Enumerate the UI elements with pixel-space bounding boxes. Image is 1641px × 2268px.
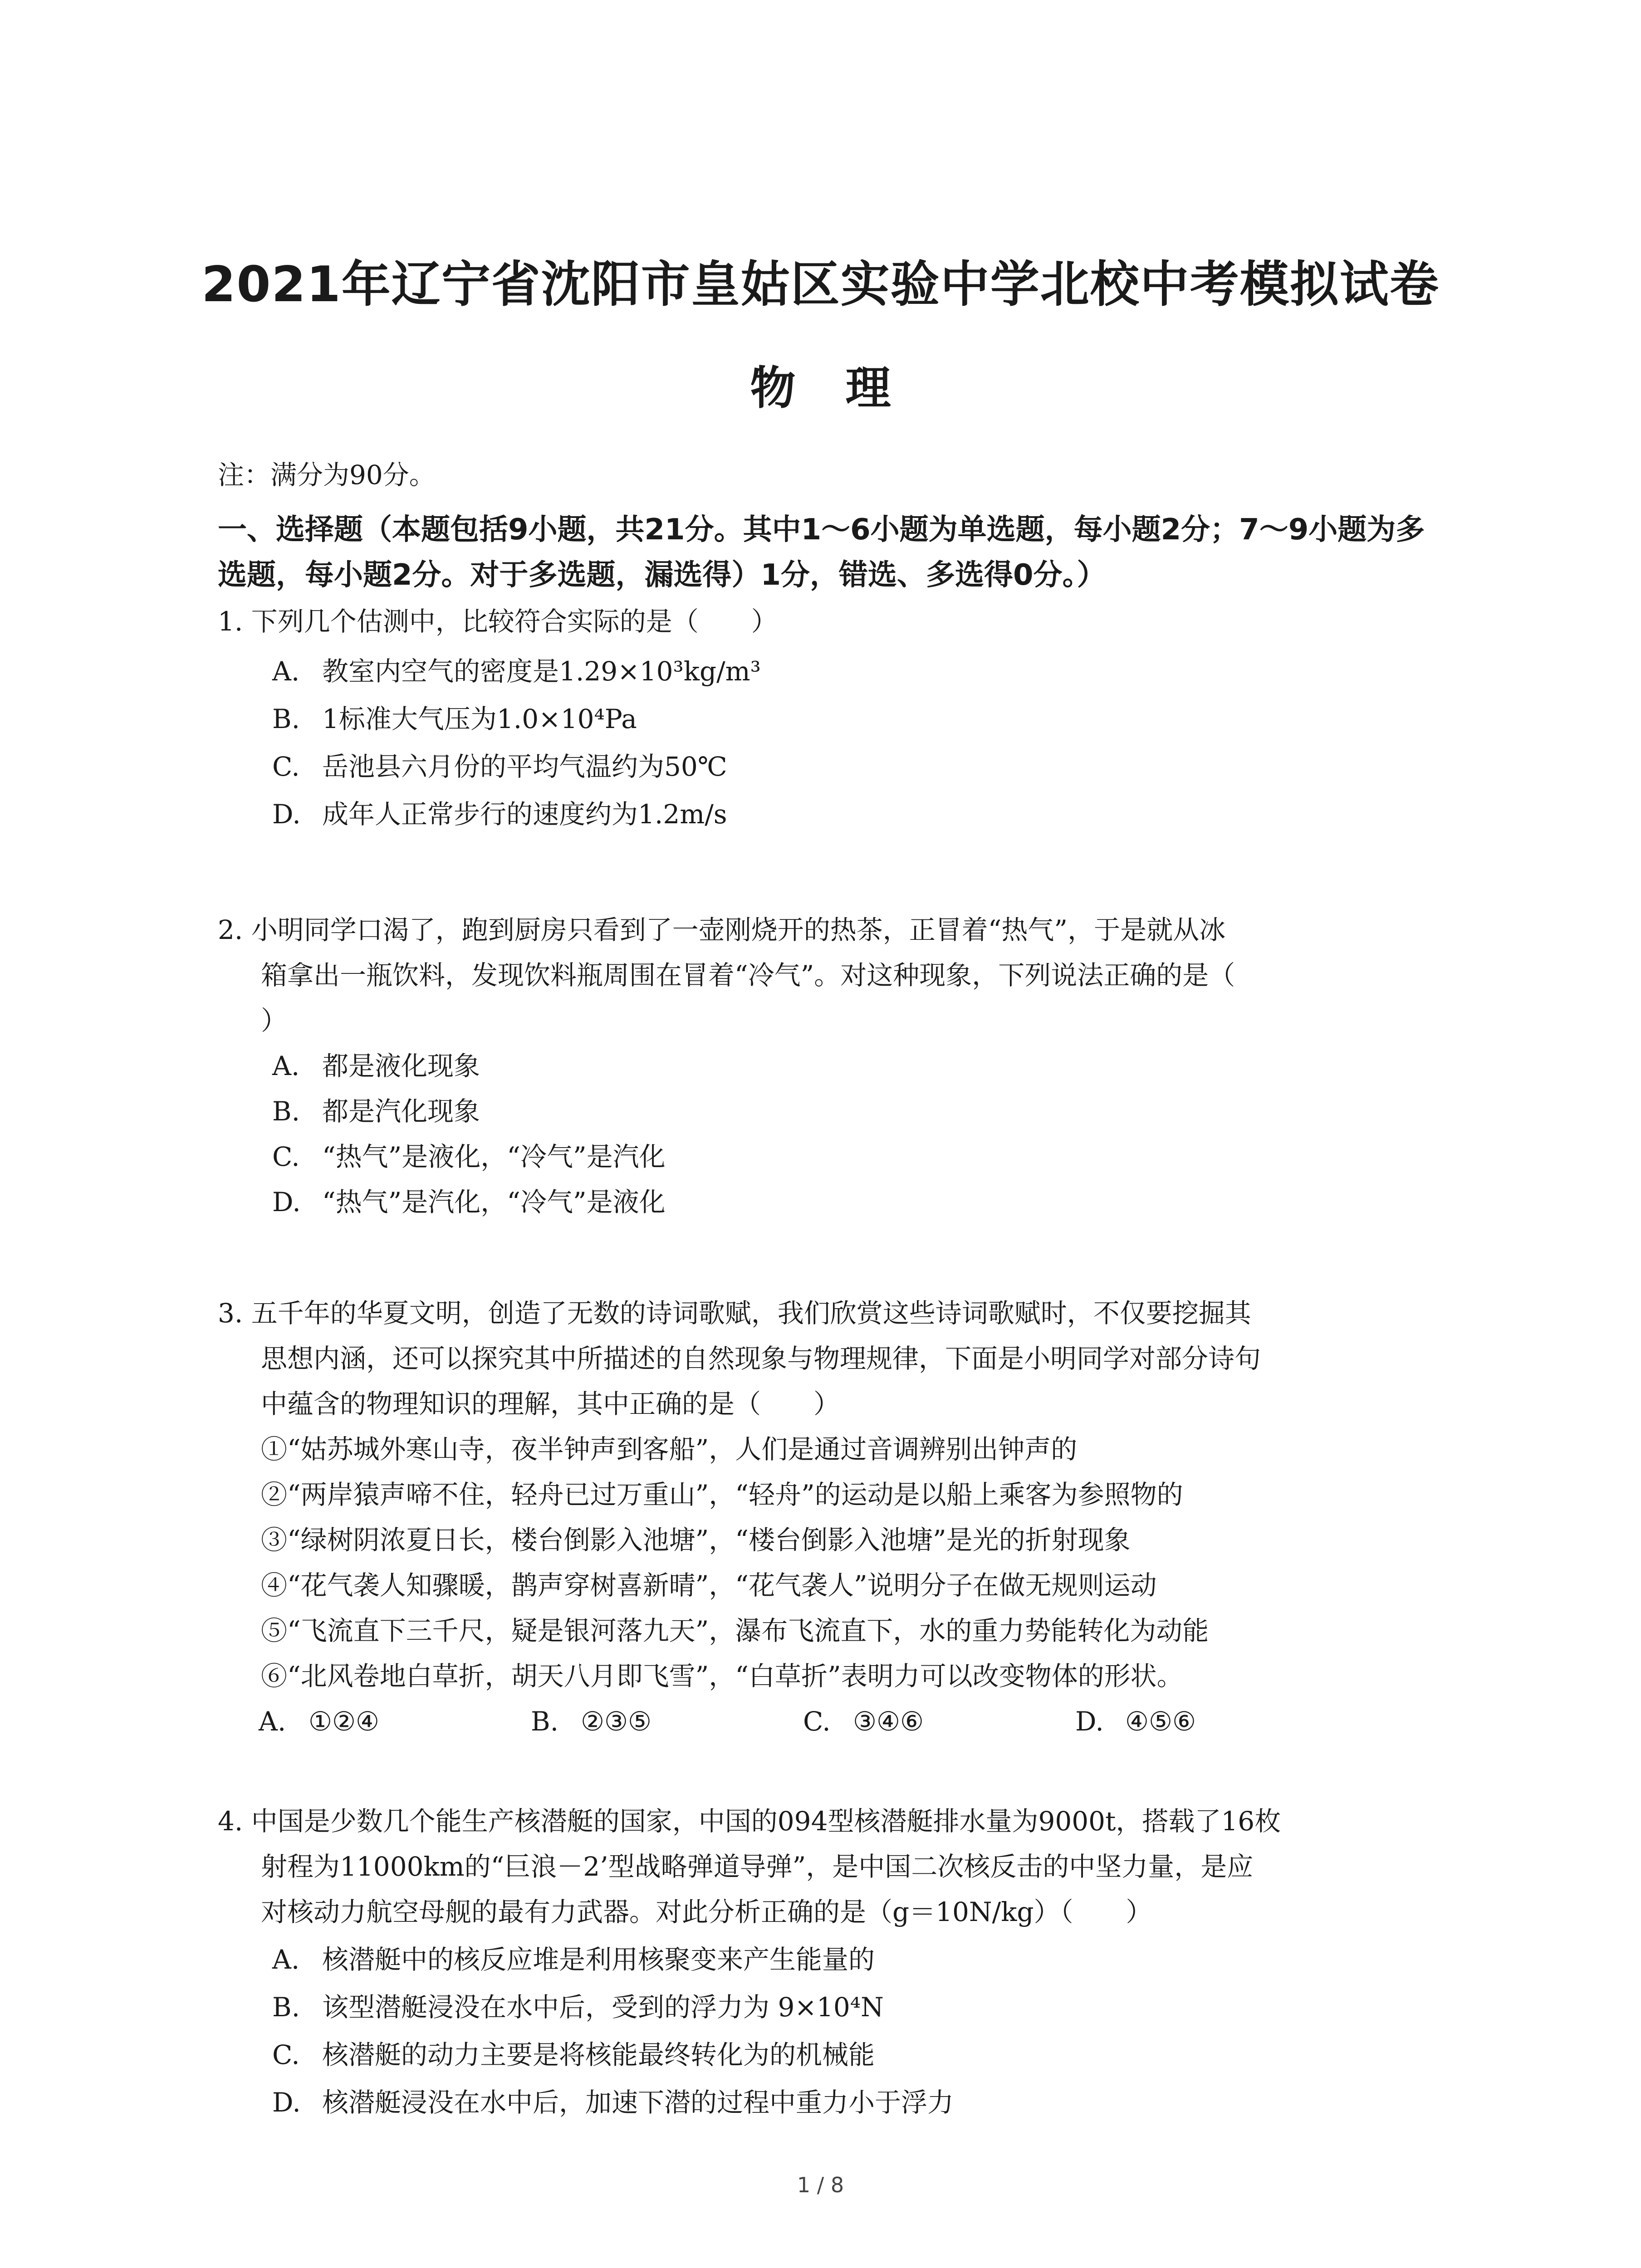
option-label: B. <box>272 1096 300 1127</box>
question-2-option-b <box>272 1093 480 1129</box>
option-text: 成年人正常步行的速度约为1.2m/s <box>322 799 727 830</box>
option-text: 岳池县六月份的平均气温约为50℃ <box>322 751 727 782</box>
question-3-stem-line-3: 中蕴含的物理知识的理解，其中正确的是（ ） <box>261 1388 840 1419</box>
option-label: C. <box>272 2039 300 2070</box>
page-title: 2021年辽宁省沈阳市皇姑区实验中学北校中考模拟试卷 <box>201 256 1440 313</box>
option-label: D. <box>272 1187 301 1217</box>
question-3-option-a <box>259 1703 531 1740</box>
question-3-option-c <box>803 1703 1075 1740</box>
question-3-stem-line-2: 思想内涵，还可以探究其中所描述的自然现象与物理规律，下面是小明同学对部分诗句 <box>261 1343 1261 1374</box>
question-3-options <box>259 1703 1347 1740</box>
question-3-option-b <box>531 1703 803 1740</box>
question-4-option-d <box>272 2084 954 2121</box>
page-number: 1 / 8 <box>797 2173 844 2197</box>
question-2-stem-line-1: 2. 小明同学口渴了，跑到厨房只看到了一壶刚烧开的热茶，正冒着“热气”，于是就从冰 <box>218 914 1226 945</box>
option-text: 核潜艇浸没在水中后，加速下潜的过程中重力小于浮力 <box>322 2087 954 2118</box>
option-text: 该型潜艇浸没在水中后，受到的浮力为 9×10⁴N <box>322 1992 884 2023</box>
option-text: ④⑤⑥ <box>1125 1706 1196 1737</box>
option-text: “热气”是液化，“冷气”是汽化 <box>322 1141 666 1172</box>
option-label: D. <box>272 799 301 830</box>
question-3-item-2: ②“两岸猿声啼不住，轻舟已过万重山”，“轻舟”的运动是以船上乘客为参照物的 <box>261 1479 1183 1510</box>
option-text: “热气”是汽化，“冷气”是液化 <box>322 1187 666 1217</box>
option-label: A. <box>259 1706 286 1737</box>
question-1-option-b <box>272 701 637 737</box>
question-4-option-c <box>272 2037 875 2073</box>
option-label: B. <box>272 1992 300 2023</box>
option-text: 核潜艇中的核反应堆是利用核聚变来产生能量的 <box>322 1944 875 1975</box>
question-1-option-d <box>272 796 727 832</box>
question-3-item-5: ⑤“飞流直下三千尺，疑是银河落九天”，瀑布飞流直下，水的重力势能转化为动能 <box>261 1615 1209 1646</box>
question-4-option-a <box>272 1941 875 1978</box>
question-4-stem-line-1: 4. 中国是少数几个能生产核潜艇的国家，中国的094型核潜艇排水量为9000t，搭载了16枚 <box>218 1806 1281 1837</box>
question-2-stem-line-3: ） <box>261 1005 288 1036</box>
option-label: C. <box>272 1141 300 1172</box>
option-label: B. <box>272 704 300 734</box>
option-label: A. <box>272 1051 300 1081</box>
question-3-item-1: ①“姑苏城外寒山寺，夜半钟声到客船”，人们是通过音调辨别出钟声的 <box>261 1434 1078 1465</box>
section-instructions: 一、选择题（本题包括9小题，共21分。其中1～6小题为单选题，每小题2分；7～9小题为多选题，每小题2分。对于多选题，漏选得）1分，错选、多选得0分。） <box>218 513 1425 592</box>
option-label: A. <box>272 1944 300 1975</box>
question-4-stem-line-3: 对核动力航空母舰的最有力武器。对此分析正确的是（g＝10N/kg）（ ） <box>261 1897 1152 1927</box>
question-1-stem: 1. 下列几个估测中，比较符合实际的是（ ） <box>218 606 778 637</box>
question-1-option-c <box>272 748 727 785</box>
option-text: 都是液化现象 <box>322 1051 480 1081</box>
option-label: A. <box>272 656 300 687</box>
option-label: D. <box>1075 1706 1104 1737</box>
question-3-item-3: ③“绿树阴浓夏日长，楼台倒影入池塘”，“楼台倒影入池塘”是光的折射现象 <box>261 1525 1131 1555</box>
option-text: ②③⑤ <box>581 1706 652 1737</box>
subject-title: 物理 <box>750 362 941 415</box>
option-text: ①②④ <box>309 1706 379 1737</box>
option-label: D. <box>272 2087 301 2118</box>
option-text: 教室内空气的密度是1.29×10³kg/m³ <box>322 656 761 687</box>
question-4-option-b <box>272 1989 884 2025</box>
question-4-stem-line-2: 射程为11000km的“巨浪－2’型战略弹道导弹”，是中国二次核反击的中坚力量，是应 <box>261 1851 1254 1882</box>
option-text: ③④⑥ <box>853 1706 924 1737</box>
question-2-option-a <box>272 1048 480 1084</box>
score-note: 注：满分为90分。 <box>218 459 436 490</box>
question-3-stem-line-1: 3. 五千年的华夏文明，创造了无数的诗词歌赋，我们欣赏这些诗词歌赋时，不仅要挖掘其 <box>218 1298 1251 1329</box>
question-2-option-c <box>272 1139 666 1175</box>
question-2-option-d <box>272 1184 666 1220</box>
question-3-item-4: ④“花气袭人知骤暖，鹊声穿树喜新晴”，“花气袭人”说明分子在做无规则运动 <box>261 1570 1157 1601</box>
option-text: 核潜艇的动力主要是将核能最终转化为的机械能 <box>322 2039 875 2070</box>
question-3-item-6: ⑥“北风卷地白草折，胡天八月即飞雪”，“白草折”表明力可以改变物体的形状。 <box>261 1661 1183 1691</box>
question-1-option-a <box>272 653 761 689</box>
option-label: B. <box>531 1706 559 1737</box>
question-2-stem-line-2: 箱拿出一瓶饮料，发现饮料瓶周围在冒着“冷气”。对这种现象，下列说法正确的是（ <box>261 960 1235 991</box>
option-label: C. <box>803 1706 831 1737</box>
option-text: 1标准大气压为1.0×10⁴Pa <box>322 704 637 734</box>
option-text: 都是汽化现象 <box>322 1096 480 1127</box>
option-label: C. <box>272 751 300 782</box>
question-3-option-d <box>1075 1703 1347 1740</box>
